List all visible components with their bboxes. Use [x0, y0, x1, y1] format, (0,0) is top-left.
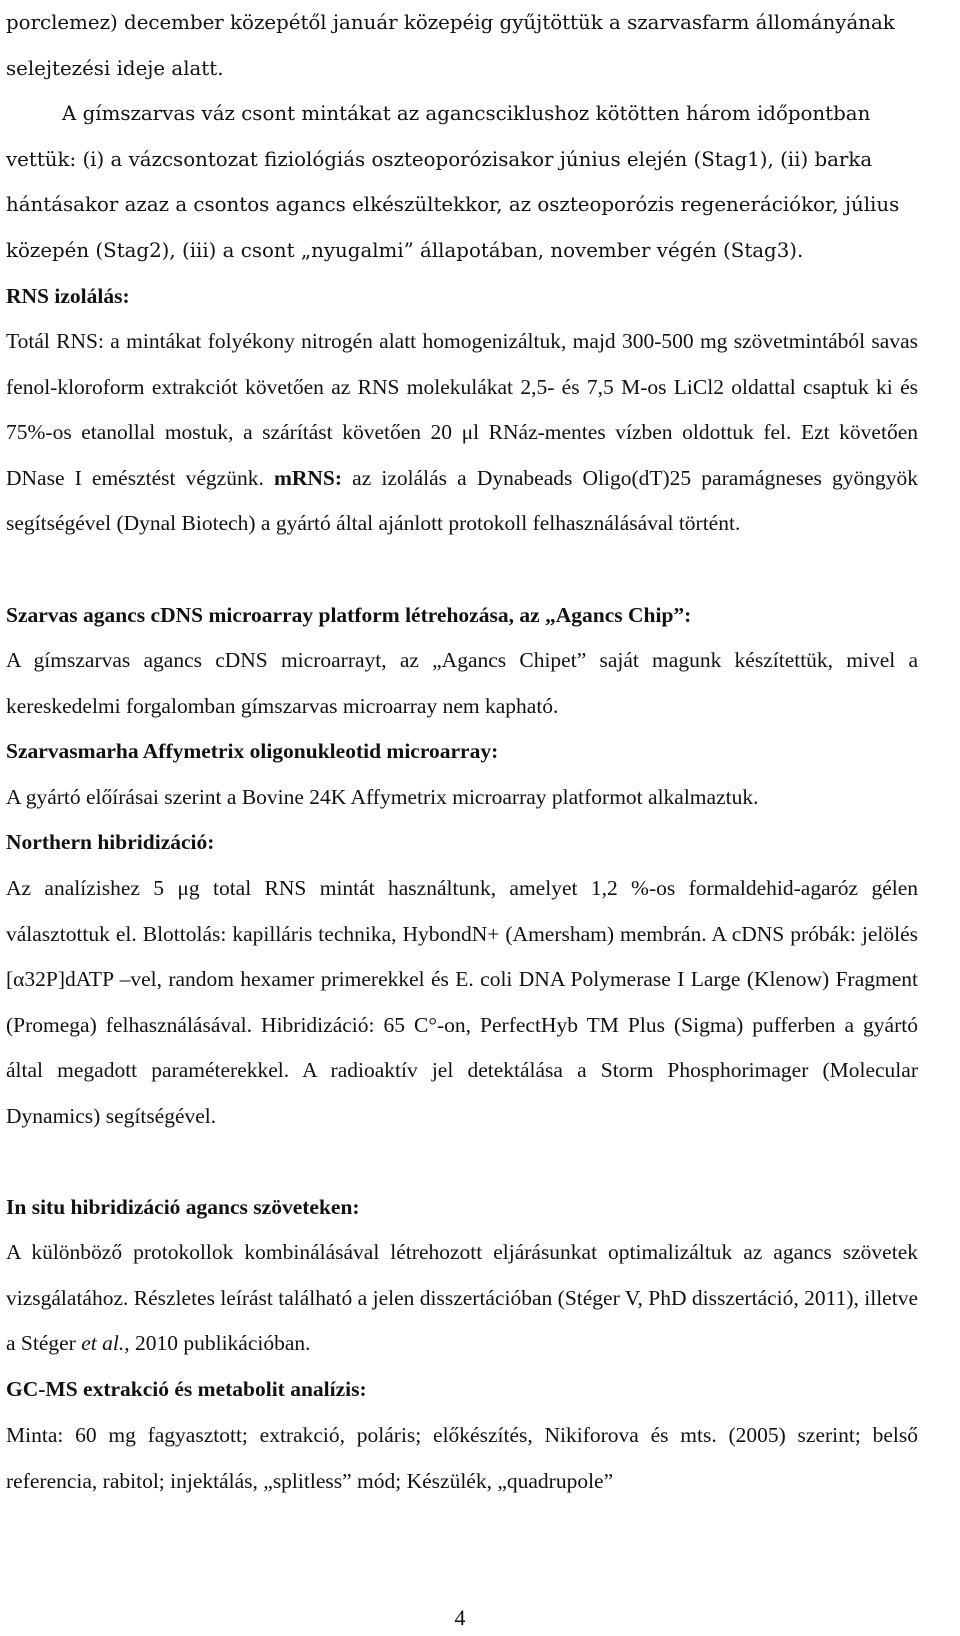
paragraph-rns-mrns-text: az izolálás a Dynabeads Oligo(dT)25 paramágneses gyöngyök segítségével (Dynal Biotech) a gyártó által ajánlott protokoll felhasználásával történt.: [6, 465, 918, 536]
heading-affymetrix: Szarvasmarha Affymetrix oligonukleotid microarray:: [6, 739, 499, 763]
heading-northern: Northern hibridizáció:: [6, 830, 215, 854]
paragraph-gcms: Minta: 60 mg fagyasztott; extrakció, poláris; előkészítés, Nikiforova és mts. (2005) szerint; belső referencia, rabitol; injektálás, „splitless” mód; Készülék, „quadrupole”: [6, 1423, 918, 1493]
heading-rns-isolation: RNS izolálás:: [6, 284, 130, 308]
paragraph-rns-mrns-label: mRNS:: [273, 465, 343, 490]
paragraph-northern: Az analízishez 5 μg total RNS mintát használtunk, amelyet 1,2 %-os formaldehid-agaróz gélen választottuk el. Blottolás: kapilláris technika, HybondN+ (Amersham) membrán. A cDNS próbák: jelölés [α32P]dATP –vel, random hexamer primerekkel és E. coli DNA Polymerase I Large (Klenow) Fragment (Promega) felhasználásával. Hibridizáció: 65 C°-on, PerfectHyb TM Plus (Sigma) pufferben a gyártó által megadott paraméterekkel. A radioaktív jel detektálása a Storm Phosphorimager (Molecular Dynamics) segítségével.: [6, 876, 918, 1128]
paragraph-in-situ-text-a: A különböző protokollok kombinálásával létrehozott eljárásunkat optimalizáltuk az agancs szövetek vizsgálatához. Részletes leírást található a jelen disszertációban (Stéger V, PhD disszertáció, 2011), illetve a Stéger: [6, 1240, 918, 1356]
paragraph-rns: [6, 319, 918, 547]
page-number: 4: [454, 1605, 466, 1630]
paragraph-affymetrix: A gyártó előírásai szerint a Bovine 24K Affymetrix microarray platformot alkalmaztuk.: [6, 785, 759, 809]
paragraph-in-situ-text-b: , 2010 publikációban.: [124, 1331, 311, 1356]
heading-gcms: GC-MS extrakció és metabolit analízis:: [6, 1377, 367, 1401]
heading-agancs-chip: Szarvas agancs cDNS microarray platform létrehozása, az „Agancs Chip”:: [6, 603, 692, 627]
paragraph-rns-text: Totál RNS: a mintákat folyékony nitrogén alatt homogenizáltuk, majd 300-500 mg szövetmintából savas fenol-kloroform extrakciót követően az RNS molekulákat 2,5- és 7,5 M-os LiCl2 oldattal csaptuk ki és 75%-os etanollal mostuk, a szárítást követően 20 μl RNáz-mentes vízben oldottuk fel. Ezt követően DNase I emésztést végzünk.: [6, 329, 918, 490]
paragraph-intro-continuation: porclemez) december közepétől január közepéig gyűjtöttük a szarvasfarm állományának selejtezési ideje alatt.: [6, 11, 895, 80]
heading-in-situ: In situ hibridizáció agancs szöveteken:: [6, 1195, 360, 1219]
paragraph-sampling: A gímszarvas váz csont mintákat az agancsciklushoz kötötten három időpontban vettük: (i) a vázcsontozat fiziológiás oszteoporózisakor június elején (Stag1), (ii) barka hántásakor azaz a csontos agancs elkészültekkor, az oszteoporózis regenerációkor, július közepén (Stag2), (iii) a csont „nyugalmi” állapotában, november végén (Stag3).: [6, 102, 900, 262]
paragraph-in-situ-et-al: et al.: [81, 1331, 125, 1356]
paragraph-agancs-chip: A gímszarvas agancs cDNS microarrayt, az „Agancs Chipet” saját magunk készítettük, mivel a kereskedelmi forgalomban gímszarvas microarray nem kapható.: [6, 648, 918, 718]
paragraph-in-situ: [6, 1230, 918, 1367]
